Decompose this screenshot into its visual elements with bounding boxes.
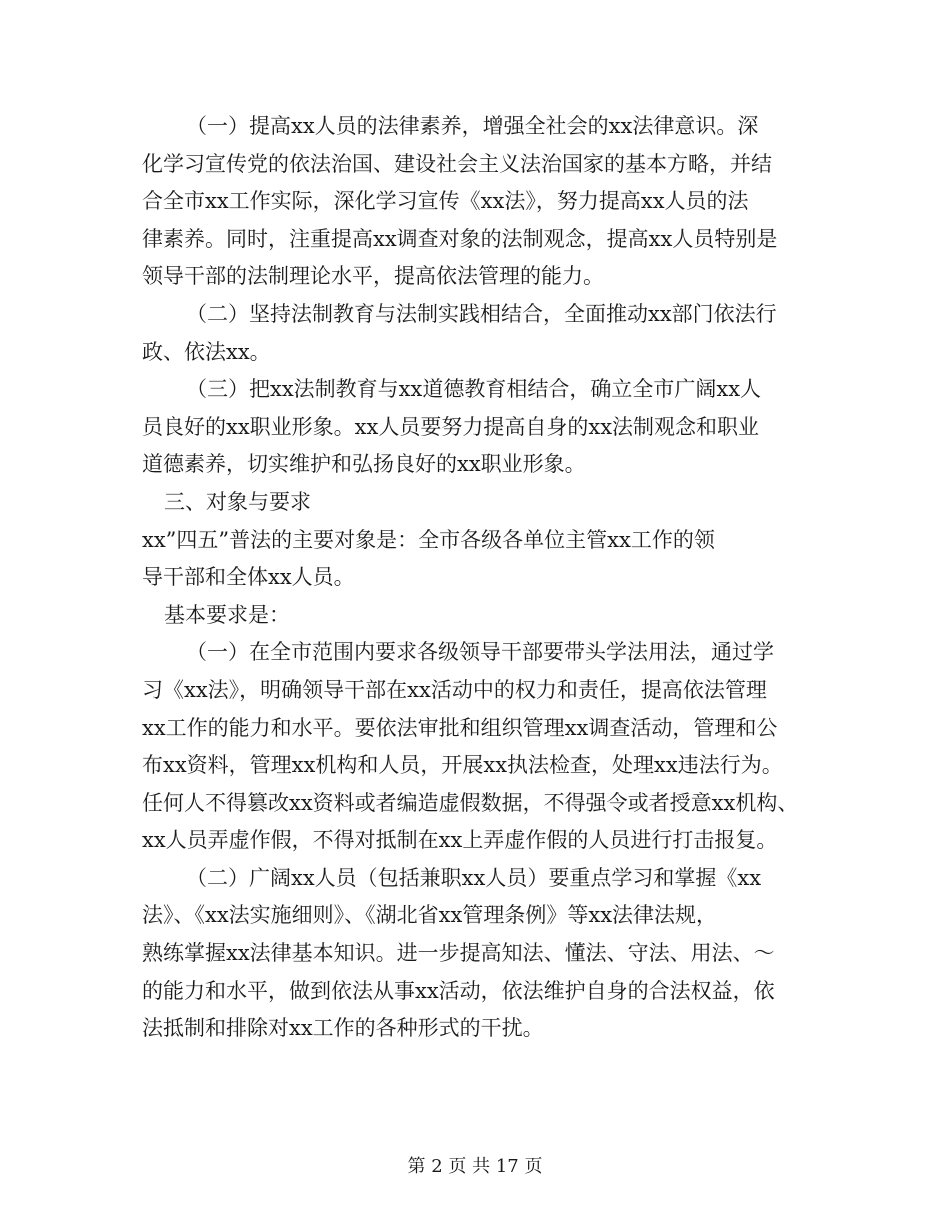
paragraph-line: （二）广阔xx人员（包括兼职xx人员）要重点学习和掌握《xx bbox=[186, 865, 762, 890]
paragraph-line: 基本要求是： bbox=[164, 602, 290, 627]
paragraph-line: （一）提高xx人员的法律素养，增强全社会的xx法律意识。深 bbox=[186, 114, 759, 138]
paragraph-line: 领导干部的法制理论水平，提高依法管理的能力。 bbox=[142, 264, 604, 289]
paragraph-line: （二）坚持法制教育与法制实践相结合，全面推动xx部门依法行 bbox=[186, 301, 777, 326]
paragraph-line: 律素养。同时，注重提高xx调查对象的法制观念，提高xx人员特别是 bbox=[142, 226, 778, 251]
paragraph-line: 员良好的xx职业形象。xx人员要努力提高自身的xx法制观念和职业 bbox=[142, 414, 760, 439]
paragraph-line: 习《xx法》，明确领导干部在xx活动中的权力和责任，提高依法管理 bbox=[142, 677, 767, 702]
paragraph-line: （一）在全市范围内要求各级领导干部要带头学法用法，通过学 bbox=[186, 640, 774, 665]
section-heading: 三、对象与要求 bbox=[164, 489, 311, 514]
paragraph-line: 导干部和全体xx人员。 bbox=[142, 565, 355, 590]
document-body bbox=[142, 108, 807, 1048]
paragraph-line: 法》、《xx法实施细则》、《湖北省xx管理条例》等xx法律法规， bbox=[142, 903, 718, 928]
paragraph-line: xx”四五”普法的主要对象是：全市各级各单位主管xx工作的领 bbox=[142, 527, 715, 552]
paragraph-line: xx人员弄虚作假，不得对抵制在xx上弄虚作假的人员进行打击报复。 bbox=[142, 828, 778, 853]
paragraph-line: 任何人不得篡改xx资料或者编造虚假数据，不得强令或者授意xx机构、 bbox=[142, 790, 799, 815]
paragraph-line: 化学习宣传党的依法治国、建设社会主义法治国家的基本方略，并结 bbox=[142, 151, 772, 176]
paragraph-line: 布xx资料，管理xx机构和人员，开展xx执法检查，处理xx违法行为。 bbox=[142, 753, 783, 778]
paragraph-line: 的能力和水平，做到依法从事xx活动，依法维护自身的合法权益，依 bbox=[142, 978, 775, 1003]
paragraph-line: 政、依法xx。 bbox=[142, 339, 271, 364]
paragraph-line: 合全市xx工作实际，深化学习宣传《xx法》，努力提高xx人员的法 bbox=[142, 189, 749, 214]
paragraph-line: xx工作的能力和水平。要依法审批和组织管理xx调查活动，管理和公 bbox=[142, 715, 778, 740]
paragraph-line: （三）把xx法制教育与xx道德教育相结合，确立全市广阔xx人 bbox=[186, 377, 762, 402]
paragraph-line: 熟练掌握xx法律基本知识。进一步提高知法、懂法、守法、用法、～ bbox=[142, 941, 775, 966]
page-footer: 第 2 页 共 17 页 bbox=[407, 1156, 543, 1177]
paragraph-line: 道德素养，切实维护和弘扬良好的xx职业形象。 bbox=[142, 452, 586, 477]
paragraph-line: 法抵制和排除对xx工作的各种形式的干扰。 bbox=[142, 1016, 544, 1041]
